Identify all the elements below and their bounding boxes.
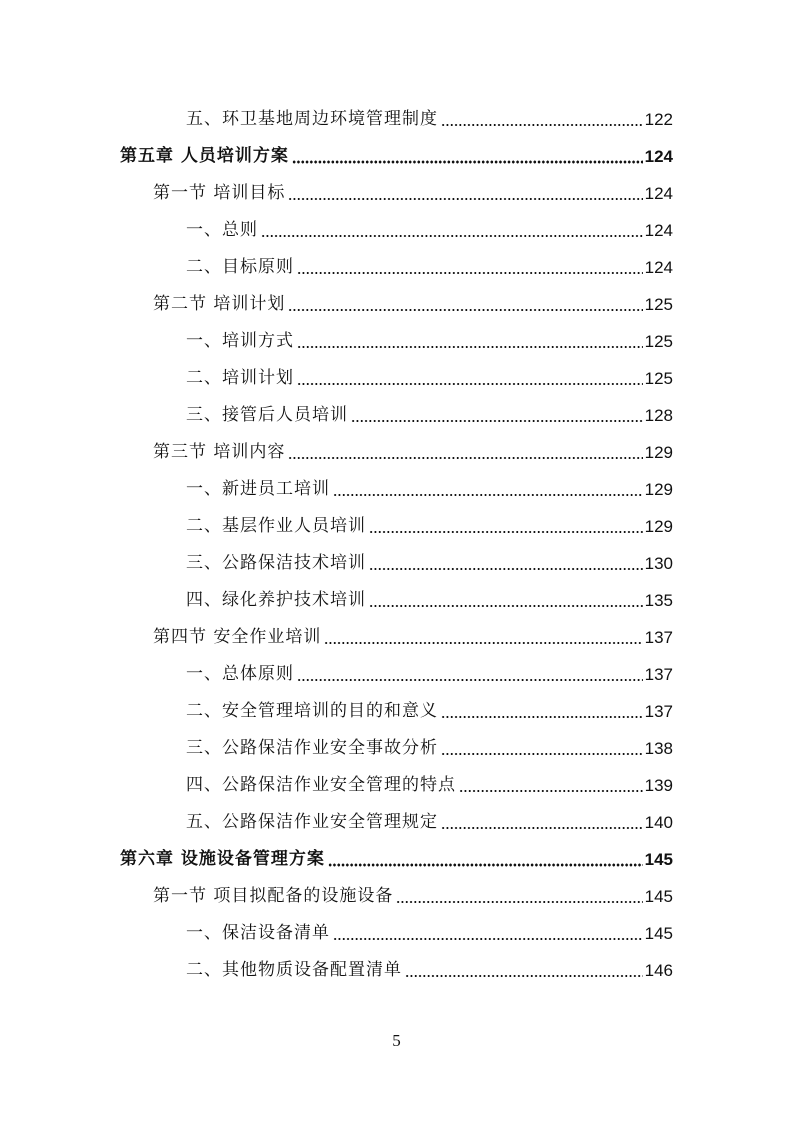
toc-entry-title: 三、公路保洁作业安全事故分析 [186,738,438,758]
toc-entry-page: 129 [644,517,673,536]
toc-section[interactable] [153,434,673,471]
toc-entry-title: 一、培训方式 [186,331,294,351]
toc-entry-title: 五、环卫基地周边环境管理制度 [186,109,438,129]
dot-leader [441,826,643,830]
toc-chapter-page: 124 [644,147,673,166]
toc-entry[interactable] [186,656,673,693]
toc-section-title: 第一节 项目拟配备的设施设备 [153,886,394,906]
toc-section-title: 第四节 安全作业培训 [153,627,322,647]
toc-entry-title: 二、目标原则 [186,257,294,277]
toc-entry[interactable] [186,545,673,582]
dot-leader [459,789,643,793]
dot-leader [369,567,643,571]
toc-chapter-title: 第六章 设施设备管理方案 [120,849,325,869]
toc-entry-title: 五、公路保洁作业安全管理规定 [186,812,438,832]
dot-leader [297,678,643,682]
toc-entry-page: 124 [644,258,673,277]
dot-leader [292,160,643,164]
toc-section-page: 137 [644,628,673,647]
toc-entry[interactable] [186,101,673,138]
dot-leader [333,937,643,941]
toc-entry[interactable] [186,804,673,841]
toc-entry[interactable] [186,915,673,952]
toc-entry-title: 一、总则 [186,220,258,240]
toc-entry[interactable] [186,212,673,249]
toc-entry-page: 122 [644,110,673,129]
dot-leader [369,604,643,608]
dot-leader [351,419,643,423]
toc-entry-page: 137 [644,702,673,721]
toc-entry[interactable] [186,323,673,360]
toc-entry[interactable] [186,767,673,804]
toc-section-page: 124 [644,184,673,203]
toc-entry-title: 四、绿化养护技术培训 [186,590,366,610]
toc-entry-title: 二、基层作业人员培训 [186,516,366,536]
dot-leader [324,641,642,645]
toc-chapter-title: 第五章 人员培训方案 [120,146,289,166]
dot-leader [369,530,643,534]
toc-entry-title: 三、公路保洁技术培训 [186,553,366,573]
dot-leader [297,382,643,386]
toc-section[interactable] [153,619,673,656]
dot-leader [328,863,643,867]
toc-entry-title: 一、保洁设备清单 [186,923,330,943]
toc-entry[interactable] [186,360,673,397]
toc-entry-title: 三、接管后人员培训 [186,405,348,425]
toc-entry[interactable] [186,952,673,989]
toc-entry-page: 139 [644,776,673,795]
page-number: 5 [392,1031,401,1050]
toc-section-title: 第二节 培训计划 [153,294,286,314]
toc-entry-title: 二、安全管理培训的目的和意义 [186,701,438,721]
toc-entry[interactable] [186,397,673,434]
dot-leader [288,456,642,460]
toc-entry-title: 一、新进员工培训 [186,479,330,499]
toc-entry[interactable] [186,730,673,767]
toc-entry-page: 146 [644,961,673,980]
toc-entry-page: 125 [644,369,673,388]
dot-leader [405,974,643,978]
dot-leader [441,715,643,719]
toc-entry-page: 130 [644,554,673,573]
toc-entry-title: 二、培训计划 [186,368,294,388]
toc-entry[interactable] [186,693,673,730]
toc-section-page: 145 [644,887,673,906]
toc-entry[interactable] [186,471,673,508]
toc-entry-page: 125 [644,332,673,351]
toc-entry-title: 二、其他物质设备配置清单 [186,960,402,980]
toc-entry-page: 138 [644,739,673,758]
toc-entry-page: 128 [644,406,673,425]
toc-entry-title: 四、公路保洁作业安全管理的特点 [186,775,456,795]
toc-chapter-page: 145 [644,850,673,869]
toc-entry-page: 124 [644,221,673,240]
dot-leader [261,234,643,238]
toc-section[interactable] [153,175,673,212]
toc-entry-page: 135 [644,591,673,610]
toc-section[interactable] [153,286,673,323]
toc-section-page: 129 [644,443,673,462]
dot-leader [441,123,643,127]
toc-section[interactable] [153,878,673,915]
toc-section-title: 第三节 培训内容 [153,442,286,462]
dot-leader [441,752,643,756]
dot-leader [333,493,643,497]
toc-section-page: 125 [644,295,673,314]
toc-entry-page: 140 [644,813,673,832]
toc-entry-page: 129 [644,480,673,499]
dot-leader [288,308,642,312]
toc-chapter[interactable] [120,138,673,175]
toc-entry-page: 137 [644,665,673,684]
toc-entry[interactable] [186,508,673,545]
dot-leader [297,271,643,275]
dot-leader [396,900,642,904]
toc-chapter[interactable] [120,841,673,878]
toc-section-title: 第一节 培训目标 [153,183,286,203]
toc-entry[interactable] [186,582,673,619]
toc-entry-title: 一、总体原则 [186,664,294,684]
dot-leader [288,197,642,201]
dot-leader [297,345,643,349]
toc-entry-page: 145 [644,924,673,943]
toc-entry[interactable] [186,249,673,286]
